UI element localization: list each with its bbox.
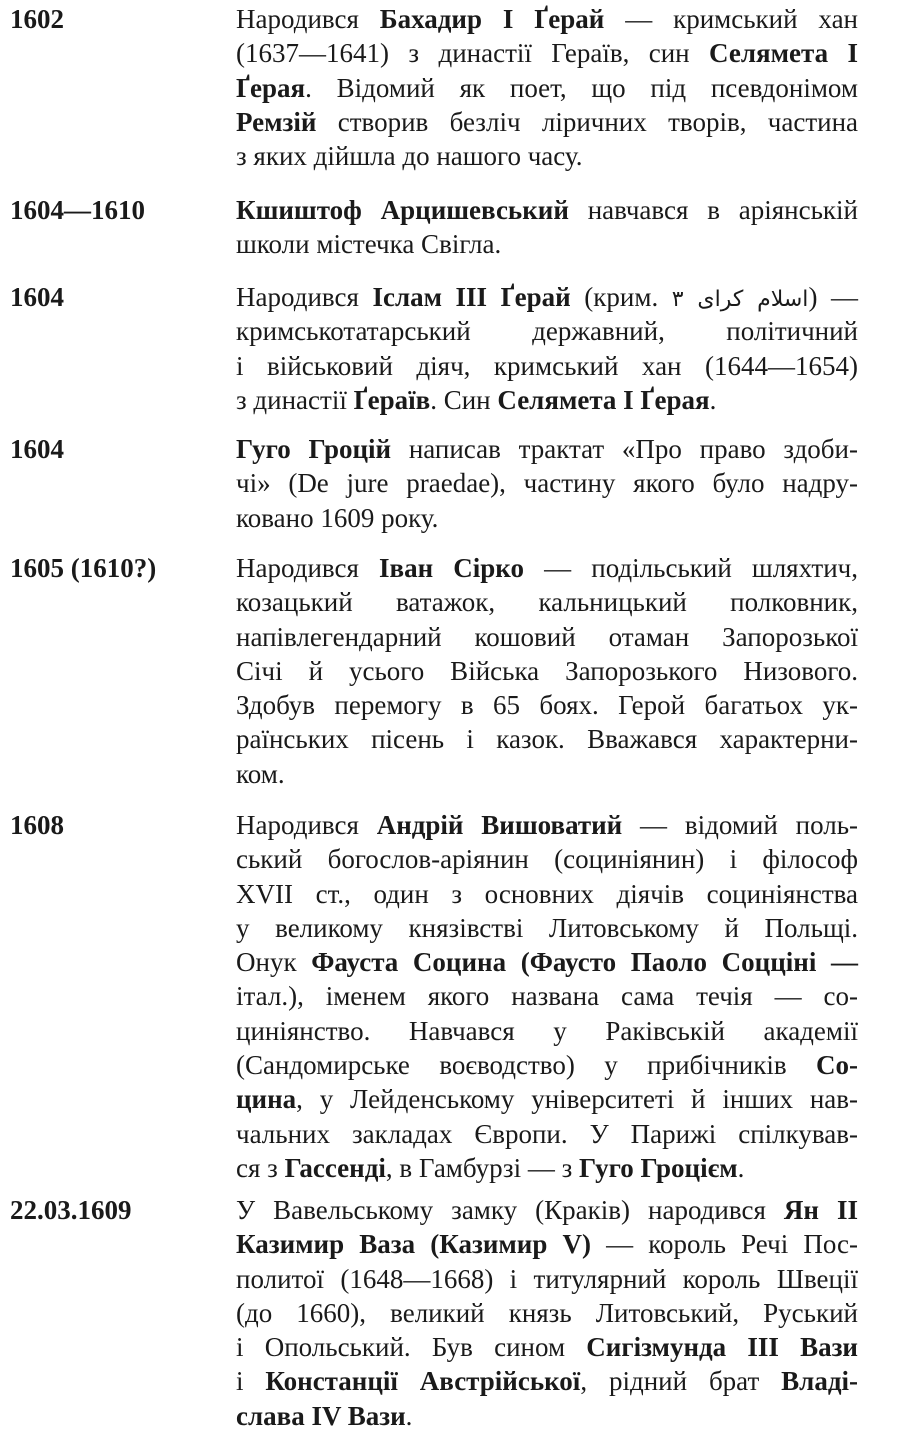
bold-name: Гуго Гроцієм	[579, 1152, 738, 1183]
bold-name: Владі-	[781, 1366, 858, 1397]
text-segment: — король Речі Пос-	[591, 1229, 858, 1260]
text-segment: У Вавельському замку (Краків) народився	[236, 1195, 784, 1225]
bold-name: Гуго Гроцій	[236, 434, 392, 464]
entry-text	[236, 432, 858, 535]
bold-name: Іслам III Ґерай	[372, 282, 571, 312]
text-segment: . Відомий як поет, що під псевдонімом	[305, 72, 858, 103]
text-line	[236, 1364, 858, 1398]
text-line	[236, 1227, 858, 1261]
bold-name: Ян II	[783, 1195, 858, 1225]
bold-name: Селямета І	[709, 38, 858, 69]
bold-name: Со-	[816, 1050, 858, 1081]
text-line	[236, 654, 858, 688]
text-segment: ковано 1609 року.	[236, 502, 439, 533]
text-line	[236, 551, 858, 585]
text-segment: — подільський шляхтич,	[524, 553, 858, 583]
entry-text	[236, 1193, 858, 1433]
entry-text	[236, 808, 858, 1185]
text-line	[236, 877, 858, 911]
text-line	[236, 1262, 858, 1296]
bold-name: Андрій Вишоватий	[376, 810, 623, 840]
text-line	[236, 349, 858, 383]
text-segment: козацький ватажок, кальницький полковник,	[236, 587, 858, 618]
text-segment: , у Лейденському університеті й інших нав-	[296, 1084, 858, 1115]
bold-name: цина	[236, 1084, 297, 1115]
text-segment: написав трактат «Про право здоби-	[391, 434, 858, 464]
text-segment: Здобув перемогу в 65 боях. Герой багатьох ук-	[236, 690, 858, 721]
text-segment: ком.	[236, 758, 285, 789]
text-segment: ) —	[808, 282, 858, 312]
text-line	[236, 383, 858, 417]
bold-name: Ремзій	[236, 106, 317, 137]
entry-date: 1604	[10, 434, 64, 464]
text-line	[236, 722, 858, 756]
entry-text	[236, 280, 858, 417]
text-line	[236, 1082, 858, 1116]
text-line	[236, 280, 858, 314]
text-segment: .	[709, 384, 717, 415]
text-line	[236, 501, 858, 535]
text-line	[236, 1193, 858, 1227]
text-line	[236, 585, 858, 619]
text-line	[236, 432, 858, 466]
arabic-name: اسلام كراى ۳	[671, 287, 809, 312]
bold-name: Фауста Социна (Фаусто Паоло Соццінi —	[311, 947, 858, 978]
bold-name: Ґерая	[236, 72, 306, 103]
bold-name: Сигізмунда III Вази	[586, 1332, 858, 1363]
text-segment: створив безліч ліричних творів, частина	[316, 106, 858, 137]
text-segment: і Опольський. Був сином	[236, 1332, 587, 1363]
text-segment: кримськотатарський державний, політичний	[236, 316, 858, 347]
text-segment: з династії	[236, 384, 354, 415]
text-line	[236, 1048, 858, 1082]
text-segment: , рідний брат	[580, 1366, 782, 1397]
text-line	[236, 105, 858, 139]
text-segment: Народився	[236, 810, 377, 840]
text-line	[236, 71, 858, 105]
bold-name: Гассенді	[284, 1152, 386, 1183]
text-line	[236, 193, 858, 227]
entry-date: 1604	[10, 282, 64, 312]
text-line	[236, 1399, 858, 1433]
text-segment: Онук	[236, 947, 312, 978]
text-line	[236, 842, 858, 876]
text-segment: — відомий поль-	[622, 810, 858, 840]
text-line	[236, 808, 858, 842]
text-segment: (1637—1641) з династії Гераїв, син	[236, 38, 710, 69]
bold-name: Селямета І Ґерая	[497, 384, 710, 415]
text-segment: Народився	[236, 553, 380, 583]
text-segment: (до 1660), великий князь Литовський, Руський	[236, 1297, 858, 1328]
bold-name: слава IV Вази	[236, 1400, 406, 1431]
text-segment: Народився	[236, 4, 380, 34]
text-segment: XVII ст., один з основних діячів социніянства	[236, 878, 858, 909]
text-segment: і військовий діяч, кримський хан (1644—1654)	[236, 350, 858, 381]
text-segment: политої (1648—1668) і титулярний король Швеції	[236, 1263, 858, 1294]
text-segment: чі» (De jure praedae), частину якого було надру-	[236, 468, 858, 499]
text-segment: . Син	[430, 384, 498, 415]
text-segment: .	[737, 1152, 745, 1183]
text-line	[236, 227, 858, 261]
text-line	[236, 1330, 858, 1364]
text-line	[236, 314, 858, 348]
text-segment: і	[236, 1366, 266, 1397]
text-line	[236, 139, 858, 173]
text-line	[236, 757, 858, 791]
text-segment: .	[405, 1400, 413, 1431]
text-line	[236, 1151, 858, 1185]
text-segment: (крим.	[570, 282, 672, 312]
text-segment: , в Гамбурзі — з	[385, 1152, 580, 1183]
text-line	[236, 466, 858, 500]
text-segment: ся з	[236, 1152, 285, 1183]
bold-name: Бахадир І Ґерай	[379, 4, 605, 34]
bold-name: Казимир Ваза (Казимир V)	[236, 1229, 591, 1260]
entry-text	[236, 193, 858, 262]
text-line	[236, 688, 858, 722]
text-segment: італ.), іменем якого названа сама течія — со-	[236, 981, 858, 1012]
bold-name: Ґераїв	[353, 384, 431, 415]
bold-name: Констанції Австрійської	[265, 1366, 581, 1397]
text-line	[236, 945, 858, 979]
entry-date: 1602	[10, 4, 64, 34]
text-line	[236, 2, 858, 36]
text-segment: раїнських пісень і казок. Вважався характерни-	[236, 724, 858, 755]
entry-date: 1608	[10, 810, 64, 840]
text-segment: циніянство. Навчався у Раківській академії	[236, 1015, 858, 1046]
text-segment: Народився	[236, 282, 373, 312]
entry-date: 1605 (1610?)	[10, 553, 157, 583]
entry-date: 22.03.1609	[10, 1195, 132, 1225]
text-segment: Січі й усього Війська Запорозького Низового.	[236, 655, 858, 686]
entry-date: 1604—1610	[10, 195, 145, 225]
entry-text	[236, 2, 858, 173]
text-segment: навчався в аріянській	[568, 195, 858, 225]
text-line	[236, 1014, 858, 1048]
text-segment: школи містечка Свігла.	[236, 229, 502, 260]
text-segment: — кримський хан	[604, 4, 858, 34]
text-line	[236, 911, 858, 945]
text-segment: чальних закладах Європи. У Парижі спілкував-	[236, 1118, 858, 1149]
bold-name: Іван Сірко	[379, 553, 525, 583]
text-segment: ський богослов-аріянин (социніянин) і філософ	[236, 844, 858, 875]
text-segment: напівлегендарний кошовий отаман Запорозької	[236, 621, 858, 652]
text-line	[236, 1117, 858, 1151]
text-line	[236, 1296, 858, 1330]
entry-text	[236, 551, 858, 791]
text-segment: з яких дійшла до нашого часу.	[236, 141, 583, 172]
text-line	[236, 620, 858, 654]
text-segment: (Сандомирське воєводство) у прибічників	[236, 1050, 816, 1081]
text-line	[236, 36, 858, 70]
bold-name: Кшиштоф Арцишевський	[236, 195, 569, 225]
text-segment: у великому князівстві Литовському й Польщі.	[236, 912, 858, 943]
text-line	[236, 979, 858, 1013]
